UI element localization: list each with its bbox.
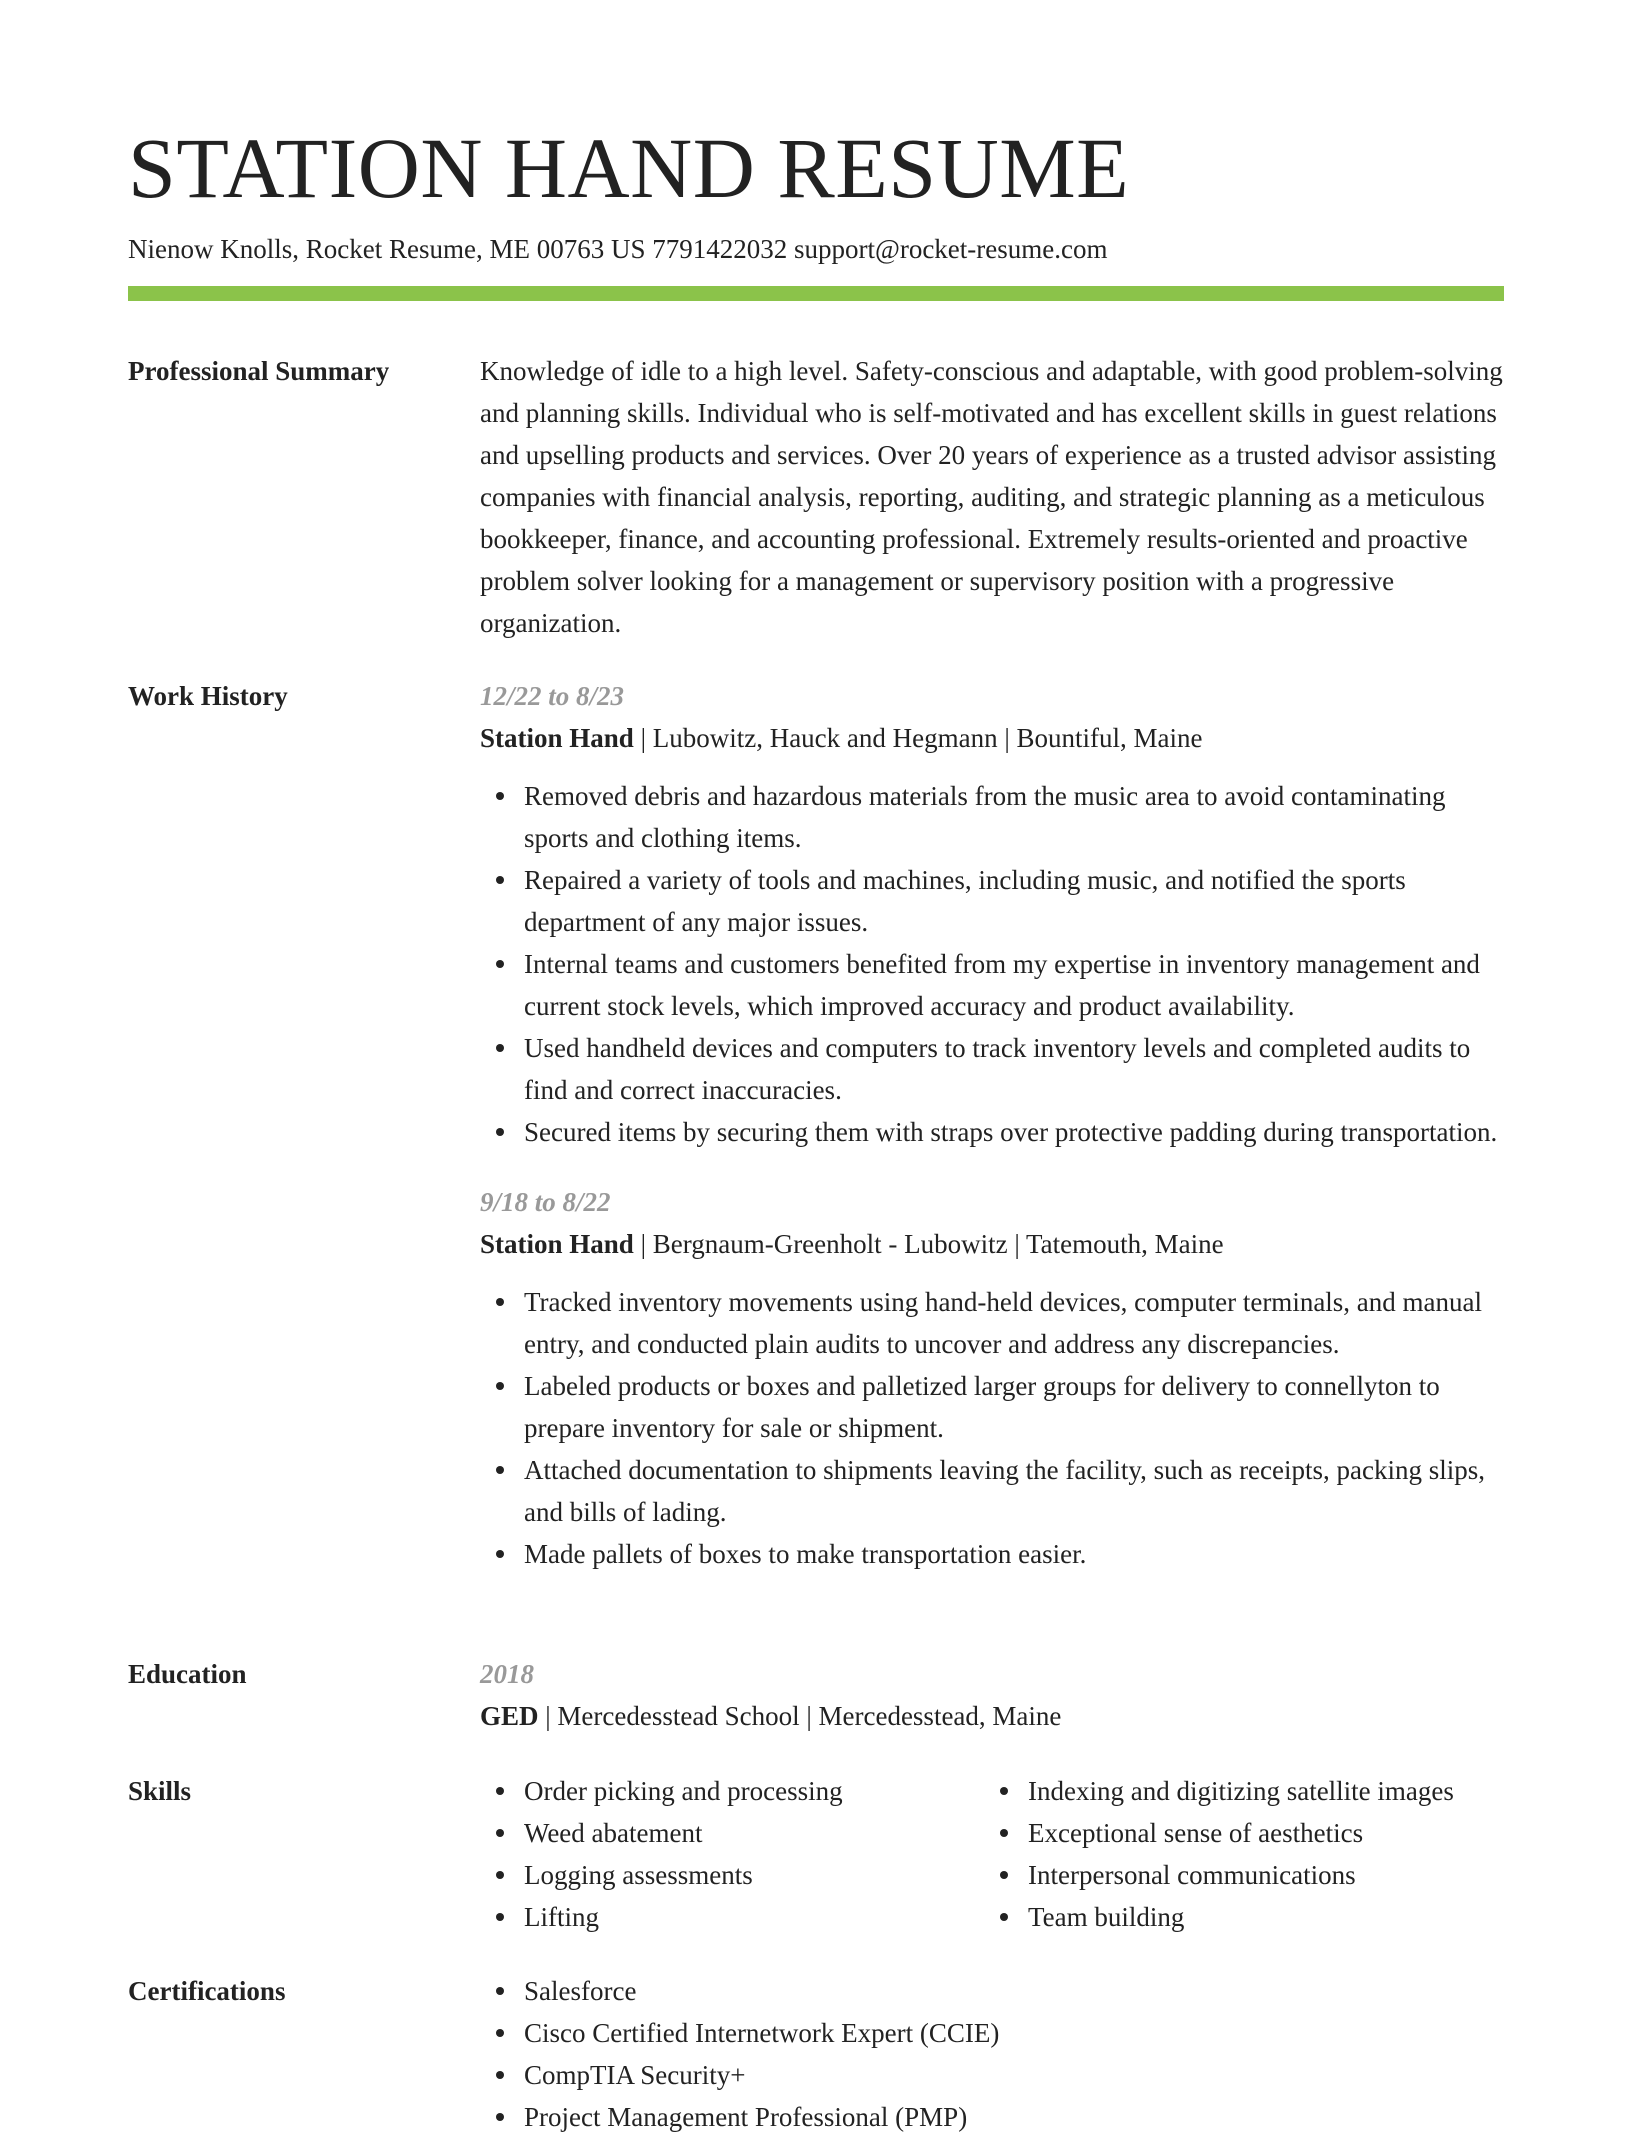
resume-title: STATION HAND RESUME [128, 120, 1130, 216]
list-item: Exceptional sense of aesthetics [1028, 1812, 1504, 1854]
education-body [480, 1653, 1504, 1737]
list-item: Logging assessments [524, 1854, 984, 1896]
job-bullets [480, 775, 1504, 1153]
skills-list [984, 1770, 1504, 1938]
list-item: Made pallets of boxes to make transportation easier. [524, 1533, 1504, 1575]
certifications-body [480, 1970, 1504, 2138]
list-item: Cisco Certified Internetwork Expert (CCIE) [524, 2012, 1504, 2054]
skills-columns [480, 1770, 1504, 1938]
work-history-label: Work History [128, 681, 288, 711]
list-item: Salesforce [524, 1970, 1504, 2012]
job-entry [480, 675, 1504, 1153]
summary-label: Professional Summary [128, 356, 390, 386]
list-item: CompTIA Security+ [524, 2054, 1504, 2096]
certifications-list [480, 1970, 1504, 2138]
skills-column-right [984, 1770, 1504, 1938]
list-item: Repaired a variety of tools and machines, including music, and notified the sports department of any major issues. [524, 859, 1504, 943]
job-title-line [480, 717, 1504, 759]
job-bullets [480, 1281, 1504, 1575]
education-school: | Mercedesstead School | Mercedesstead, Maine [538, 1701, 1062, 1731]
list-item: Secured items by securing them with straps over protective padding during transportation. [524, 1111, 1504, 1153]
summary-body [480, 350, 1504, 644]
job-role: Station Hand [480, 723, 634, 753]
list-item: Order picking and processing [524, 1770, 984, 1812]
contact-line: Nienow Knolls, Rocket Resume, ME 00763 US 7791422032 support@rocket-resume.com [128, 234, 1108, 264]
education-date: 2018 [480, 1659, 534, 1689]
job-dates: 12/22 to 8/23 [480, 681, 625, 711]
education-label: Education [128, 1659, 247, 1689]
skills-body [480, 1770, 1504, 1938]
job-employer: | Lubowitz, Hauck and Hegmann | Bountiful, Maine [633, 723, 1203, 753]
list-item: Labeled products or boxes and palletized larger groups for delivery to connellyton to prepare inventory for sale or shipment. [524, 1365, 1504, 1449]
skills-column-left [480, 1770, 984, 1938]
summary-text: Knowledge of idle to a high level. Safety-conscious and adaptable, with good problem-solving and planning skills. Individual who is self-motivated and has excellent skills in guest relations and upselling products and services. Over 20 years of experience as a trusted advisor assisting companies with financial analysis, reporting, auditing, and strategic planning as a meticulous bookkeeper, finance, and accounting professional. Extremely results-oriented and proactive problem solver looking for a management or supervisory position with a progressive organization. [480, 356, 1503, 638]
list-item: Internal teams and customers benefited from my expertise in inventory management and current stock levels, which improved accuracy and product availability. [524, 943, 1504, 1027]
list-item: Team building [1028, 1896, 1504, 1938]
job-employer: | Bergnaum-Greenholt - Lubowitz | Tatemouth, Maine [633, 1229, 1224, 1259]
job-dates: 9/18 to 8/22 [480, 1187, 611, 1217]
education-degree: GED [480, 1701, 539, 1731]
list-item: Used handheld devices and computers to track inventory levels and completed audits to find and correct inaccuracies. [524, 1027, 1504, 1111]
list-item: Project Management Professional (PMP) [524, 2096, 1504, 2138]
job-role: Station Hand [480, 1229, 634, 1259]
accent-divider [128, 286, 1504, 301]
job-entry [480, 1181, 1504, 1575]
certifications-label: Certifications [128, 1976, 286, 2006]
skills-label: Skills [128, 1776, 192, 1806]
education-line [480, 1695, 1504, 1737]
list-item: Indexing and digitizing satellite images [1028, 1770, 1504, 1812]
job-title-line [480, 1223, 1504, 1265]
skills-list [480, 1770, 984, 1938]
list-item: Lifting [524, 1896, 984, 1938]
list-item: Removed debris and hazardous materials from the music area to avoid contaminating sports and clothing items. [524, 775, 1504, 859]
list-item: Tracked inventory movements using hand-held devices, computer terminals, and manual entry, and conducted plain audits to uncover and address any discrepancies. [524, 1281, 1504, 1365]
work-history-body [480, 675, 1504, 1575]
list-item: Attached documentation to shipments leaving the facility, such as receipts, packing slips, and bills of lading. [524, 1449, 1504, 1533]
list-item: Weed abatement [524, 1812, 984, 1854]
list-item: Interpersonal communications [1028, 1854, 1504, 1896]
